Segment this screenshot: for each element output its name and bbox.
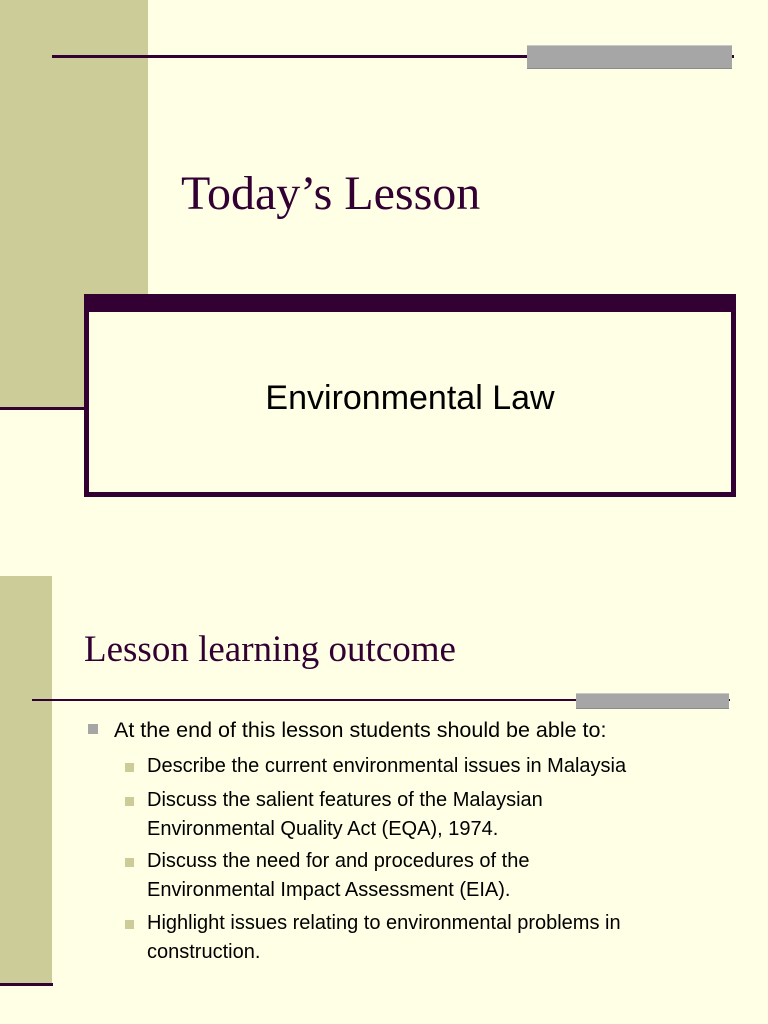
sub-bullet-line: Discuss the salient features of the Malaysian (147, 789, 543, 811)
sub-bullet-line: Discuss the need for and procedures of the (147, 850, 530, 872)
sub-bullet-line: Environmental Quality Act (EQA), 1974. (147, 818, 499, 840)
left-connector-rule (0, 407, 86, 410)
sub-bullet-marker (125, 797, 134, 806)
slide-title: Today’s Lesson (181, 167, 481, 220)
slide-title: Lesson learning outcome (84, 629, 456, 670)
sub-bullet (147, 909, 621, 967)
slide-learning-outcome (0, 576, 768, 1024)
top-gray-accent (527, 45, 732, 69)
bottom-left-rule (0, 983, 53, 986)
sub-bullet (147, 752, 626, 781)
sub-bullet-line: Highlight issues relating to environmental problems in (147, 912, 621, 934)
sub-bullet-line: Describe the current environmental issues in Malaysia (147, 755, 627, 777)
topic-box (84, 294, 736, 497)
sub-bullet (147, 786, 543, 844)
sub-bullet-marker (125, 920, 134, 929)
bullet-marker (88, 724, 98, 734)
title-gray-accent (576, 693, 729, 709)
left-accent-bar (0, 576, 52, 986)
sub-bullet (147, 847, 529, 905)
sub-bullet-line: Environmental Impact Assessment (EIA). (147, 879, 511, 901)
sub-bullet-marker (125, 858, 134, 867)
sub-bullet-marker (125, 763, 134, 772)
main-bullet: At the end of this lesson students should be able to: (114, 718, 607, 742)
sub-bullet-line: construction. (147, 941, 261, 963)
topic-text: Environmental Law (265, 378, 555, 417)
